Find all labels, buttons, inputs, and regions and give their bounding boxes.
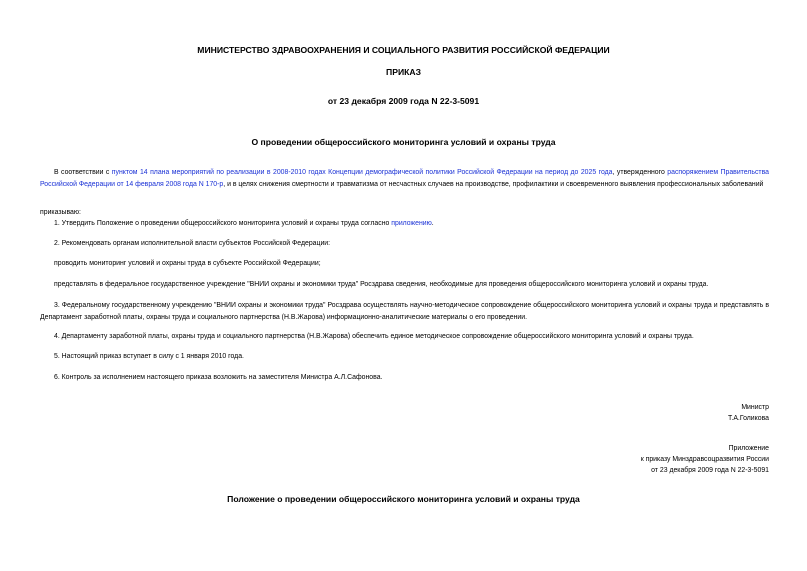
item-2a: проводить мониторинг условий и охраны труда в субъекте Российской Федерации; [54, 260, 321, 267]
preamble-paragraph [40, 167, 769, 191]
doc-type-heading: ПРИКАЗ [386, 67, 421, 77]
item-1-end: . [431, 220, 434, 227]
ministry-heading: МИНИСТЕРСТВО ЗДРАВООХРАНЕНИЯ И СОЦИАЛЬНОГО РАЗВИТИЯ РОССИЙСКОЙ ФЕДЕРАЦИИ [197, 45, 610, 55]
date-number-heading: от 23 декабря 2009 года N 22-3-5091 [327, 96, 480, 106]
appendix-label: Приложение [728, 445, 769, 452]
item-1-text: 1. Утвердить Положение о проведении общероссийского мониторинга условий и охраны труда согласно [54, 220, 392, 227]
appendix-order-ref: к приказу Минздравсоцразвития России [640, 456, 769, 463]
item-1 [40, 218, 769, 230]
preamble-text-3: , и в целях снижения смертности и травматизма от несчастных случаев на производстве, профилактики и своевременного выявления профессиональных заболеваний [223, 181, 764, 188]
signature-name: Т.А.Голикова [727, 415, 769, 422]
plan-item-link[interactable]: пунктом 14 плана мероприятий по реализации в 2008-2010 годах Концепции демографической политики Российской Федерации на период до 2025 года [111, 169, 613, 176]
item-2: 2. Рекомендовать органам исполнительной власти субъектов Российской Федерации: [54, 240, 331, 247]
appendix-title: Положение о проведении общероссийского мониторинга условий и охраны труда [227, 494, 580, 504]
order-word: приказываю: [40, 209, 81, 216]
preamble-text-2: , утвержденного [612, 169, 668, 176]
signature-position: Министр [741, 404, 769, 411]
item-2b: представлять в федеральное государственное учреждение "ВНИИ охраны и экономики труда" Росздрава сведения, необходимые для проведения общероссийского мониторинга условий и охраны труда. [54, 281, 709, 288]
item-5: 5. Настоящий приказ вступает в силу с 1 января 2010 года. [54, 353, 244, 360]
item-6: 6. Контроль за исполнением настоящего приказа возложить на заместителя Министра А.Л.Сафонова. [54, 374, 383, 381]
item-3: 3. Федеральному государственному учреждению "ВНИИ охраны и экономики труда" Росздрава осуществлять научно-методическое сопровождение общероссийского мониторинга условий и охраны труда и представлять в Департамент заработной платы, охраны труда и социального партнерства (Н.В.Жарова) информационно-аналитические материалы о его проведении. [40, 302, 769, 321]
government-order-link[interactable]: распоряжением Правительства Российской Федерации от 14 февраля 2008 года N 170-р [40, 169, 769, 188]
order-title: О проведении общероссийского мониторинга условий и охраны труда [251, 137, 556, 147]
appendix-date-ref: от 23 декабря 2009 года N 22-3-5091 [651, 467, 769, 474]
preamble-text-1: В соответствии с [54, 169, 112, 176]
item-4: 4. Департаменту заработной платы, охраны труда и социального партнерства (Н.В.Жарова) обеспечить единое методическое сопровождение общероссийского мониторинга условий и охраны труда. [54, 333, 694, 340]
appendix-link[interactable]: приложению [391, 220, 432, 227]
